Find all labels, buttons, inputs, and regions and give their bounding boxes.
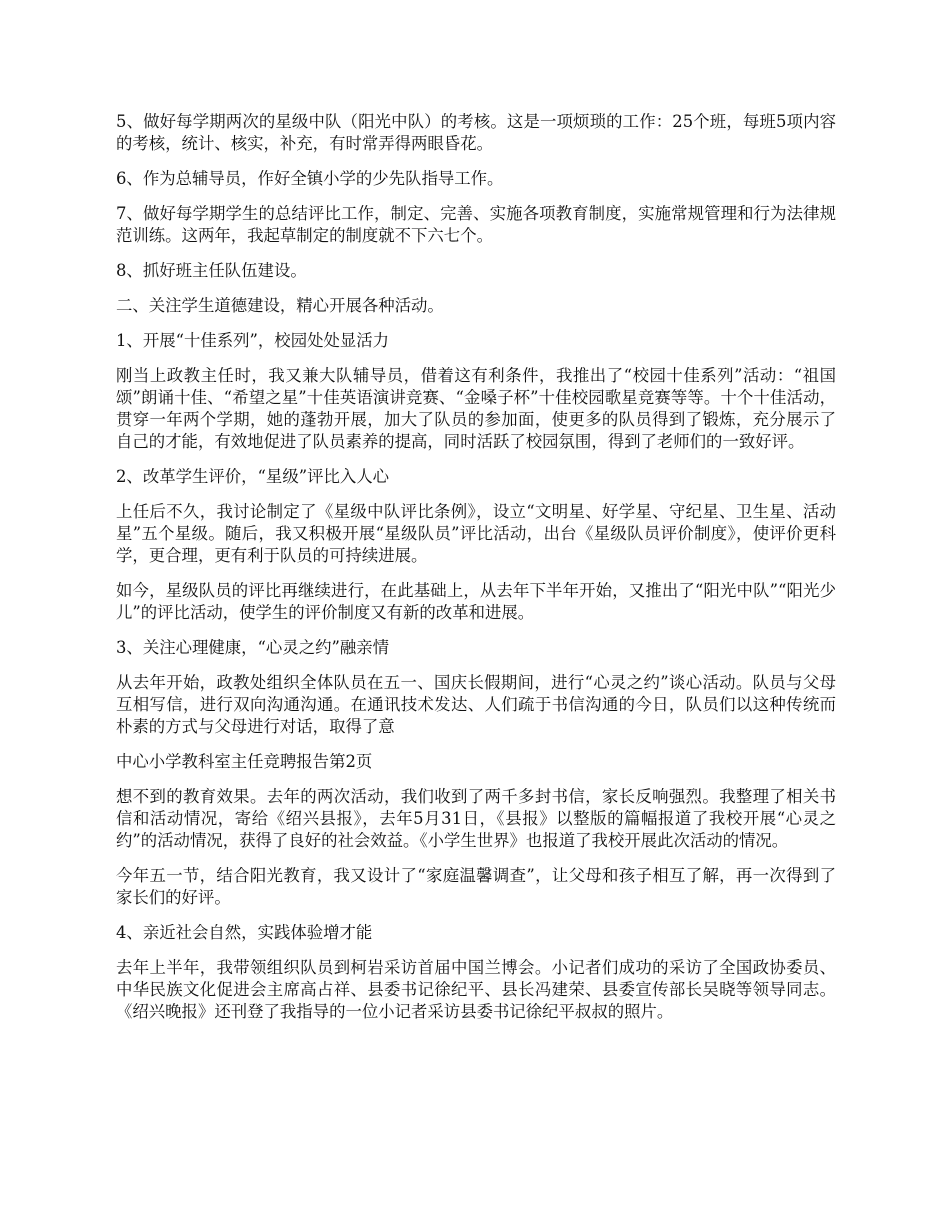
subheading-1: 1、开展“十佳系列”，校园处处显活力 <box>116 331 390 350</box>
paragraph-item-8: 8、抓好班主任队伍建设。 <box>116 261 307 280</box>
subheading-2: 2、改革学生评价，“星级”评比入人心 <box>116 467 390 486</box>
body-paragraph: 今年五一节，结合阳光教育，我又设计了“家庭温馨调查”，让父母和孩子相互了解，再一次得到了家长们的好评。 <box>116 866 836 907</box>
body-paragraph: 如今，星级队员的评比再继续进行，在此基础上，从去年下半年开始，又推出了“阳光中队”“阳光少儿”的评比活动，使学生的评价制度又有新的改革和进展。 <box>116 581 836 622</box>
paragraph-item-6: 6、作为总辅导员，作好全镇小学的少先队指导工作。 <box>116 169 504 188</box>
subheading-3: 3、关注心理健康，“心灵之约”融亲情 <box>116 638 390 657</box>
body-paragraph: 上任后不久，我讨论制定了《星级中队评比条例》，设立“文明星、好学星、守纪星、卫生星、活动星”五个星级。随后，我又积极开展“星级队员”评比活动，出台《星级队员评价制度》，使评价更科学，更合理，更有利于队员的可持续进展。 <box>116 502 836 565</box>
body-paragraph: 从去年开始，政教处组织全体队员在五一、国庆长假期间，进行“心灵之约”谈心活动。队员与父母互相写信，进行双向沟通沟通。在通讯技术发达、人们疏于书信沟通的今日，队员们以这种传统而朴素的方式与父母进行对话，取得了意 <box>116 673 836 736</box>
paragraph-item-7: 7、做好每学期学生的总结评比工作，制定、完善、实施各项教育制度，实施常规管理和行为法律规范训练。这两年，我起草制定的制度就不下六七个。 <box>116 204 836 245</box>
paragraph-item-5: 5、做好每学期两次的星级中队（阳光中队）的考核。这是一项烦琐的工作：25个班，每班5项内容的考核，统计、核实，补充，有时常弄得两眼昏花。 <box>116 112 836 153</box>
body-paragraph: 去年上半年，我带领组织队员到柯岩采访首届中国兰博会。小记者们成功的采访了全国政协委员、中华民族文化促进会主席高占祥、县委书记徐纪平、县长冯建荣、县委宣传部长吴晓等领导同志。《绍兴晚报》还刊登了我指导的一位小记者采访县委书记徐纪平叔叔的照片。 <box>116 958 836 1021</box>
section-heading-2: 二、关注学生道德建设，精心开展各种活动。 <box>116 296 444 315</box>
body-paragraph: 刚当上政教主任时，我又兼大队辅导员，借着这有利条件，我推出了“校园十佳系列”活动：“祖国颂”朗诵十佳、“希望之星”十佳英语演讲竞赛、“金嗓子杯”十佳校园歌星竞赛等等。十个十佳活动，贯穿一年两个学期，她的蓬勃开展，加大了队员的参加面，使更多的队员得到了锻炼，充分展示了自己的才能，有效地促进了队员素养的提高，同时活跃了校园氛围，得到了老师们的一致好评。 <box>116 366 836 451</box>
body-paragraph: 想不到的教育效果。去年的两次活动，我们收到了两千多封书信，家长反响强烈。我整理了相关书信和活动情况，寄给《绍兴县报》，去年5月31日，《县报》以整版的篇幅报道了我校开展“心灵之约”的活动情况，获得了良好的社会效益。《小学生世界》也报道了我校开展此次活动的情况。 <box>116 787 836 850</box>
subheading-4: 4、亲近社会自然，实践体验增才能 <box>116 923 373 942</box>
page-marker: 中心小学教科室主任竞聘报告第2页 <box>116 752 373 771</box>
